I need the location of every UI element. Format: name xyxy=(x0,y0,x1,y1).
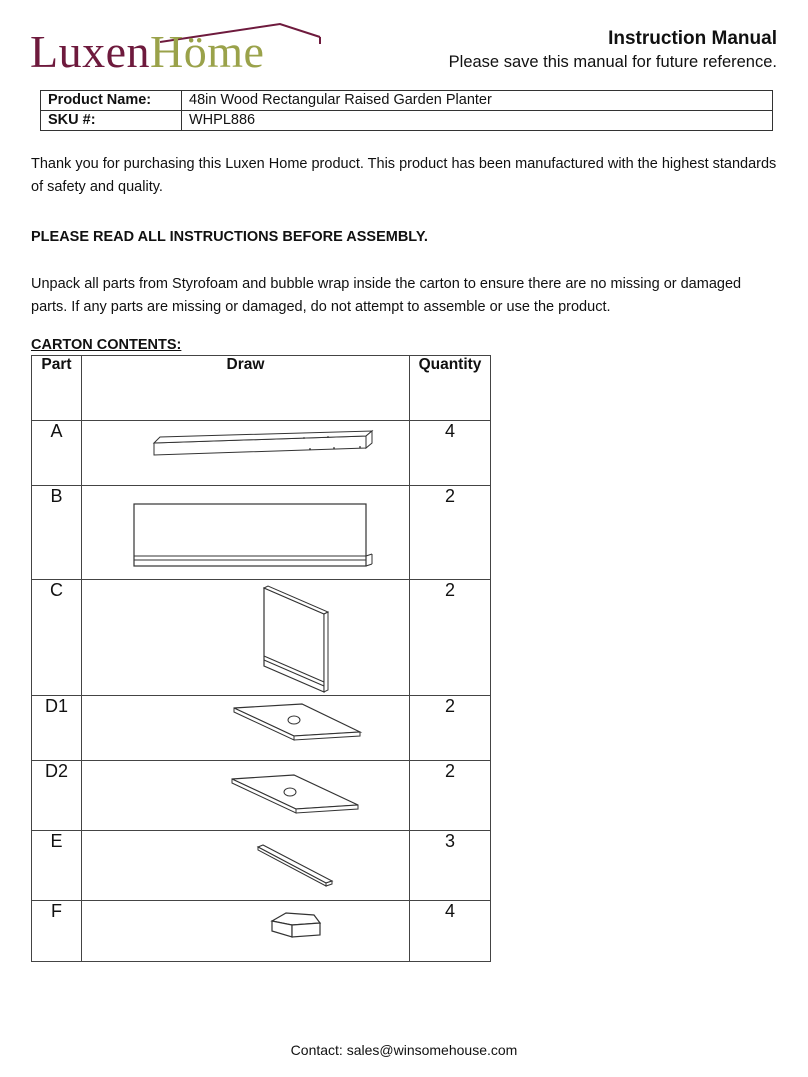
sku-row xyxy=(41,111,773,131)
part-drawing-cell xyxy=(82,421,410,486)
draw-column-header: Draw xyxy=(82,356,410,421)
product-name-label: Product Name: xyxy=(41,91,182,111)
manual-subtitle: Please save this manual for future reference. xyxy=(448,53,777,71)
side-panel-drawing xyxy=(82,486,409,580)
part-drawing-cell xyxy=(82,486,410,580)
table-row xyxy=(32,486,491,580)
part-quantity: 2 xyxy=(410,486,491,580)
carton-contents-heading: CARTON CONTENTS: xyxy=(31,337,182,353)
part-label: A xyxy=(32,421,82,486)
bottom-board-drawing xyxy=(82,761,409,831)
product-name-row xyxy=(41,91,773,111)
sku-label: SKU #: xyxy=(41,111,182,131)
table-row xyxy=(32,696,491,761)
table-row xyxy=(32,421,491,486)
table-row xyxy=(32,761,491,831)
part-quantity: 4 xyxy=(410,421,491,486)
product-name-value: 48in Wood Rectangular Raised Garden Planter xyxy=(182,91,773,111)
part-label: C xyxy=(32,580,82,696)
part-drawing-cell xyxy=(82,831,410,901)
bottom-board-drawing xyxy=(82,696,409,761)
parts-table-header xyxy=(32,356,491,421)
product-info-table xyxy=(40,90,773,131)
long-board-drawing xyxy=(82,421,409,486)
part-drawing-cell xyxy=(82,580,410,696)
end-panel-drawing xyxy=(82,580,409,696)
part-label: D2 xyxy=(32,761,82,831)
foot-block-drawing xyxy=(82,901,409,962)
part-label: B xyxy=(32,486,82,580)
read-instructions-notice: PLEASE READ ALL INSTRUCTIONS BEFORE ASSEMBLY. xyxy=(31,229,428,245)
contact-footer: Contact: sales@winsomehouse.com xyxy=(290,1042,518,1058)
part-quantity: 3 xyxy=(410,831,491,901)
brand-logo xyxy=(30,22,310,78)
logo-text-luxen: Luxen xyxy=(30,26,151,77)
part-quantity: 2 xyxy=(410,761,491,831)
table-row xyxy=(32,831,491,901)
part-quantity: 2 xyxy=(410,580,491,696)
part-label: D1 xyxy=(32,696,82,761)
part-column-header: Part xyxy=(32,356,82,421)
part-drawing-cell xyxy=(82,696,410,761)
table-row xyxy=(32,580,491,696)
part-quantity: 4 xyxy=(410,901,491,962)
part-quantity: 2 xyxy=(410,696,491,761)
manual-title: Instruction Manual xyxy=(608,28,777,49)
support-slat-drawing xyxy=(82,831,409,901)
logo-text-home: Höme xyxy=(150,26,265,77)
part-drawing-cell xyxy=(82,761,410,831)
part-label: E xyxy=(32,831,82,901)
table-row xyxy=(32,901,491,962)
part-drawing-cell xyxy=(82,901,410,962)
parts-table xyxy=(31,355,491,962)
unpack-paragraph: Unpack all parts from Styrofoam and bubble wrap inside the carton to ensure there are no missing or damaged parts. If any parts are missing or damaged, do not attempt to assemble or use the product. xyxy=(31,276,742,315)
thanks-paragraph: Thank you for purchasing this Luxen Home product. This product has been manufactured with the highest standards of safety and quality. xyxy=(31,156,777,195)
part-label: F xyxy=(32,901,82,962)
sku-value: WHPL886 xyxy=(182,111,773,131)
quantity-column-header: Quantity xyxy=(410,356,491,421)
